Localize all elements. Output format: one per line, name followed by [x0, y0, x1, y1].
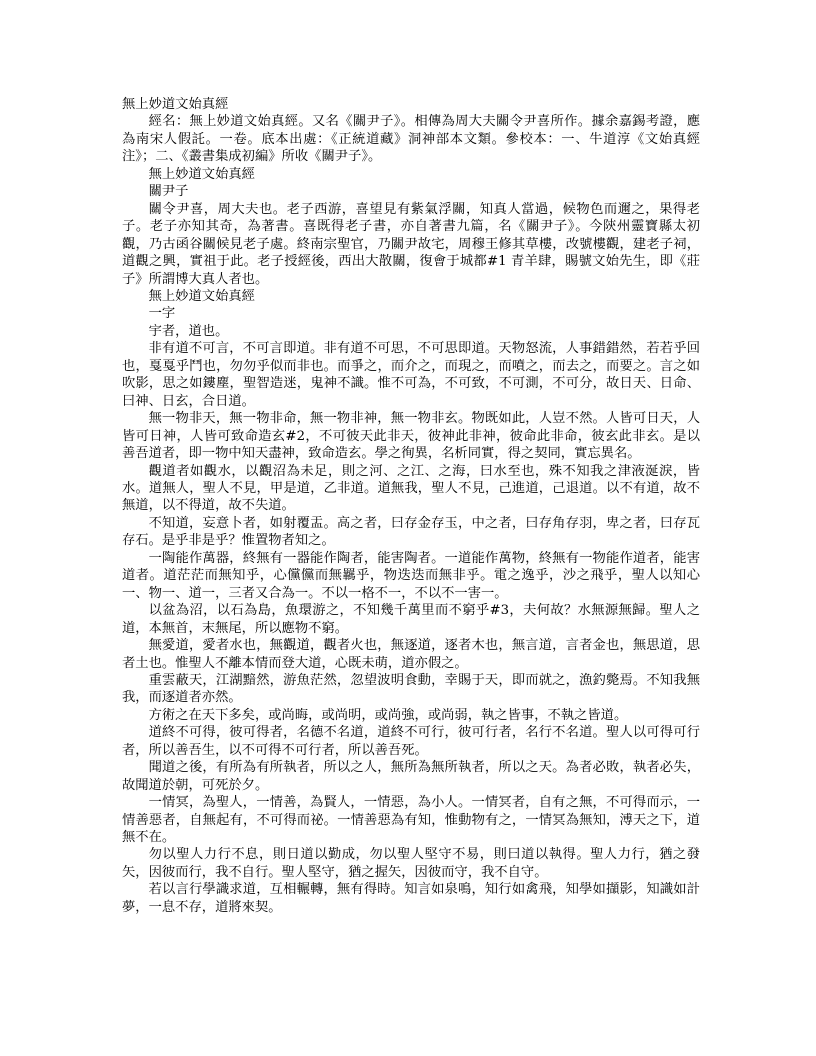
- document-heading-sutra: 無上妙道文始真經: [148, 166, 255, 182]
- document-paragraph-12: 一情冥，為聖人，一情善，為賢人，一情惡，為小人。一情冥者，自有之無，不可得而示，一情善惡者，自無起有，不可得而祕。一情善惡為有知，惟動物有之，一情冥為無知，溥天之下，道無不在。: [122, 795, 700, 846]
- document-colophon: 經名：無上妙道文始真經。又名《關尹子》。相傳為周大夫關令尹喜所作。據余嘉錫考證，應為南宋人假託。一卷。底本出處：《正統道藏》洞神部本文類。參校本：一、牛道淳《文始真經注》；二、《叢書集成初編》所收《關尹子》。: [122, 114, 700, 165]
- document-heading-chapter-one: 一字: [148, 306, 176, 322]
- document-biography-paragraph: 關令尹喜，周大夫也。老子西游，喜望見有紫氣浮關，知真人當過，候物色而邇之，果得老子。老子亦知其奇，為著書。喜既得老子書，亦自著書九篇，名《關尹子》。今陝州靈寶縣太初觀，乃古函谷關候見老子處。終南宗聖官，乃關尹故宅，周穆王修其草樓，改號樓觀，建老子祠，道觀之興，實祖于此。老子授經後，西出大散關，復會于城都#1 青羊肆，賜號文始先生，即《莊子》所謂博大真人者也。: [122, 201, 700, 287]
- document-paragraph-14: 若以言行學識求道，互相輾轉，無有得時。知言如泉鳴，知行如禽飛，知學如擷影，知識如計夢，一息不存，道將來契。: [122, 882, 700, 915]
- document-paragraph-9: 方術之在天下多矣，或尚晦，或尚明，或尚強，或尚弱，執之皆事，不執之皆道。: [148, 707, 628, 723]
- document-paragraph-2: 無一物非天，無一物非命，無一物非神，無一物非玄。物既如此，人豈不然。人皆可日天，人皆可日神，人皆可致命造玄#2，不可彼天此非天，彼神此非神，彼命此非命，彼玄此非玄。是以善吾道者，即一物中知天盡神，致命造玄。學之徇異，名析同實，得之契同，實忘異名。: [122, 411, 700, 462]
- document-paragraph-3: 觀道者如觀水，以觀沼為未足，則之河、之江、之海，曰水至也，殊不知我之津液涎淚，皆水。道無人，聖人不見，甲是道，乙非道。道無我，聖人不見，己進道，己退道。以不有道，故不無道，以不得道，故不失道。: [122, 463, 700, 514]
- document-line-yuzhe: 宇者，道也。: [148, 323, 229, 339]
- document-heading-title: 無上妙道文始真經: [122, 97, 229, 112]
- document-paragraph-8: 重雲蔽天，江湖黯然，游魚茫然，忽望波明食動，幸賜于天，即而就之，漁釣斃焉。不知我無我，而逐道者亦然。: [122, 672, 700, 706]
- document-paragraph-4: 不知道，妄意卜者，如射覆盂。高之者，曰存金存玉，中之者，曰存角存羽，卑之者，曰存瓦存石。是乎非是乎？惟置物者知之。: [122, 515, 700, 549]
- document-heading-sutra-repeat: 無上妙道文始真經: [148, 288, 255, 304]
- document-paragraph-5: 一陶能作萬器，終無有一器能作陶者，能害陶者。一道能作萬物，終無有一物能作道者，能害道者。道茫茫而無知乎，心儻儻而無羈乎，物迭迭而無非乎。電之逸乎，沙之飛乎，聖人以知心一、物一、道一，三者又合為一。不以一格不一，不以不一害一。: [122, 550, 700, 601]
- document-paragraph-7: 無愛道，愛者水也，無觀道，觀者火也，無逐道，逐者木也，無言道，言者金也，無思道，思者土也。惟聖人不離本情而登大道，心既未萌，道亦假之。: [122, 638, 700, 671]
- document-heading-guanyinzi: 關尹子: [148, 184, 189, 200]
- document-paragraph-11: 聞道之後，有所為有所執者，所以之人，無所為無所執者，所以之天。為者必敗，執者必失，故聞道於朝，可死於夕。: [122, 760, 700, 793]
- document-paragraph-6: 以盆為沼，以石為島，魚環游之，不知幾千萬里而不窮乎#3，夫何故？水無源無歸。聖人之道，本無首，末無尾，所以應物不窮。: [122, 603, 700, 636]
- document-paragraph-13: 勿以聖人力行不息，則日道以勤成，勿以聖人堅守不易，則曰道以執得。聖人力行，猶之發矢，因彼而行，我不自行。聖人堅守，猶之握矢，因彼而守，我不自守。: [122, 847, 700, 880]
- document-body: [122, 96, 700, 916]
- document-paragraph-1: 非有道不可言，不可言即道。非有道不可思，不可思即道。天物怒流，人事錯錯然，若若乎回也，戛戛乎鬥也，勿勿乎似而非也。而爭之，而介之，而現之，而噴之，而去之，而要之。言之如吹影，思之如鏤塵，聖智造迷，鬼神不識。惟不可為，不可致，不可測，不可分，故日天、日命、曰神、日玄，合日道。: [122, 341, 700, 409]
- document-paragraph-10: 道終不可得，彼可得者，名德不名道，道終不可行，彼可行者，名行不名道。聖人以可得可行者，所以善吾生，以不可得不可行者，所以善吾死。: [122, 725, 700, 758]
